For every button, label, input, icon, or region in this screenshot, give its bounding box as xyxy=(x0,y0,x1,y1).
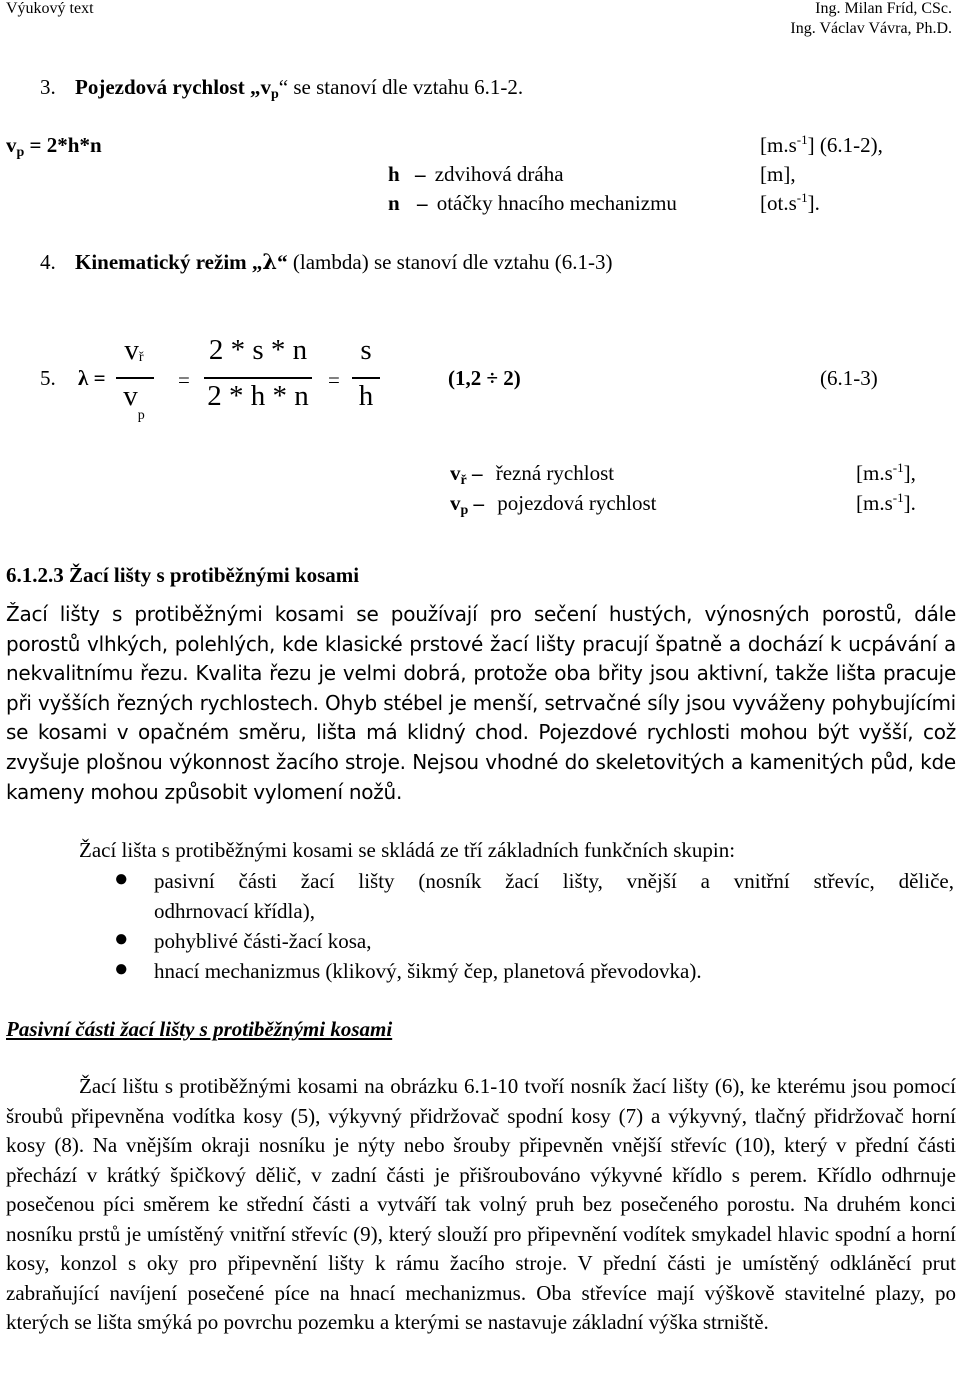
item-4-lambda: λ xyxy=(262,249,278,274)
var-vp xyxy=(450,488,657,518)
var-vp-unit-b: ]. xyxy=(903,491,916,515)
var-vr-symbol: v xyxy=(450,461,461,485)
eq-vp-rhs: = 2*h*n xyxy=(24,133,102,157)
frac3-line xyxy=(352,377,380,379)
def-h xyxy=(388,159,564,189)
bullet-icon: ● xyxy=(114,926,129,952)
frac2-line xyxy=(204,377,312,379)
def-n-symbol: n xyxy=(388,191,400,215)
item-3-lead: Pojezdová rychlost „v xyxy=(75,75,271,99)
def-n-dash: – xyxy=(416,191,428,215)
var-vp-desc: pojezdová rychlost xyxy=(497,491,657,515)
frac2-denominator: 2 * h * n xyxy=(207,380,309,412)
var-vr-desc: řezná rychlost xyxy=(495,461,615,485)
eq-vp-unit-a: [m.s xyxy=(760,133,797,157)
def-n-desc: otáčky hnacího mechanizmu xyxy=(436,191,677,215)
def-h-dash: – xyxy=(414,162,426,186)
frac1-num-sub: ř xyxy=(138,350,144,365)
formula-range: (1,2 ÷ 2) xyxy=(448,366,521,390)
formula-lambda-lhs: λ = xyxy=(78,366,106,390)
def-n xyxy=(388,188,677,218)
list-intro: Žací lišta s protiběžnými kosami se skládá ze tří základních funkčních skupin: xyxy=(79,838,736,862)
var-vr-unit-a: [m.s xyxy=(856,461,893,485)
frac3-numerator: s xyxy=(360,334,372,366)
frac3-denominator: h xyxy=(358,380,374,412)
item-3-number: 3. xyxy=(40,75,56,99)
paragraph-intro: Žací lišty s protiběžnými kosami se používají pro sečení hustých, výnosných porostů, dále porostů vlhkých, polehlých, kde klasické prstové žací lišty pracují špatně a dochází k ucpávání a nekvalitnímu řezu. Kvalita řezu je velmi dobrá, protože oba břity jsou aktivní, takže lišta pracuje při vyšších řezných rychlostech. Ohyb stébel je menší, setrvačné síly jsou vyváženy pohybujícími se kosami v opačném směru, lišta má klidný chod. Pojezdové rychlosti mohou být vyšší, což zvyšuje plošnou výkonnost žacího stroje. Nejsou vhodné do skeletovitých a kamenitých půd, kde kameny mohou způsobit vylomení nožů. xyxy=(6,602,956,804)
eq-vp-sub: p xyxy=(16,145,25,160)
paragraph-passive-parts: Žací lištu s protiběžnými kosami na obrázku 6.1-10 tvoří nosník žací lišty (6), ke kterému jsou pomocí šroubů připevněna vodítka kosy (5), výkyvný přidržovač spodní kosy (7) a výkyvný, tlačný přidržovač horní kosy (8). Na vnějším okraji nosníku je nýty nebo šrouby připevněn vnější střevíc (10), který v přední části přechází v krátký špičkový dělič, v zadní části je přišroubováno výkyvné křídlo s perem. Křídlo odhrnuje posečenou píci směrem ke střední části a vytváří tak volný pruh bez posečeného porostu. Na druhém konci nosníku prstů je umístěný vnitřní střevíc (9), který slouží pro připevnění vodítek smykadel hlavic spodní a horní kosy, konzol s oky pro připevnění lišty k rámu žacího stroje. V přední části je umístěný odkláněcí prut zabraňující navíjení posečené píce na hnací mechanizmus. Oba střevíce mají výškově stavitelné plazy, po kterých se lišta smýká po povrchu pozemku a kterými se nastavuje základní výška strniště. xyxy=(6,1074,956,1334)
item-4-rest: (lambda) se stanoví dle vztahu (6.1-3) xyxy=(292,250,613,274)
header-author-1: Ing. Milan Fríd, CSc. xyxy=(815,0,952,17)
frac1-den-sub: p xyxy=(137,408,145,423)
list-item-1: pasivní části žací lišty (nosník žací lišty, vnější a vnitřní střevíc, děliče, xyxy=(154,869,954,893)
var-vp-unit-sup: -1 xyxy=(892,490,904,505)
formula-eq-b: = xyxy=(328,368,340,392)
frac1-line xyxy=(116,377,154,379)
var-vp-unit xyxy=(856,488,916,518)
frac1-numerator xyxy=(114,334,154,367)
var-vp-unit-a: [m.s xyxy=(856,491,893,515)
eq-vp-unit xyxy=(760,130,883,160)
eq-vp-unit-sup: -1 xyxy=(796,132,808,147)
frac1-num-v: v xyxy=(124,334,139,366)
var-vr-unit xyxy=(856,458,916,488)
header-author-2: Ing. Václav Vávra, Ph.D. xyxy=(790,20,952,37)
frac2-numerator: 2 * s * n xyxy=(208,334,308,366)
var-vp-dash: – xyxy=(473,491,485,515)
var-vr-sub: ř xyxy=(460,473,467,488)
def-h-desc: zdvihová dráha xyxy=(434,162,564,186)
item-3 xyxy=(40,72,523,102)
var-vp-symbol: v xyxy=(450,491,461,515)
def-n-unit-a: [ot.s xyxy=(760,191,797,215)
def-n-unit-sup: -1 xyxy=(796,190,808,205)
frac1-denominator xyxy=(114,380,154,423)
var-vp-sub: p xyxy=(460,503,469,518)
list-item-3: hnací mechanizmus (klikový, šikmý čep, planetová převodovka). xyxy=(154,959,702,983)
frac1-den-v: v xyxy=(123,380,138,412)
item-5-number: 5. xyxy=(40,366,56,390)
bullet-icon: ● xyxy=(114,866,129,892)
item-4-number: 4. xyxy=(40,250,56,274)
var-vr-unit-b: ], xyxy=(903,461,916,485)
def-h-unit: [m], xyxy=(760,162,796,186)
section-heading: 6.1.2.3 Žací lišty s protiběžnými kosami xyxy=(6,563,360,587)
item-3-sub: p xyxy=(270,87,279,102)
def-h-symbol: h xyxy=(388,162,400,186)
eq-vp xyxy=(6,130,102,160)
def-n-unit xyxy=(760,188,820,218)
list-item-1-cont: odhrnovací křídla), xyxy=(154,899,315,923)
def-n-unit-b: ]. xyxy=(807,191,820,215)
var-vr-unit-sup: -1 xyxy=(892,460,904,475)
eq-vp-unit-b: ] (6.1-2), xyxy=(807,133,883,157)
item-4 xyxy=(40,247,612,277)
eq-vp-v: v xyxy=(6,133,17,157)
subheading-passive-parts: Pasivní části žací lišty s protiběžnými kosami xyxy=(6,1017,393,1041)
formula-eq-a: = xyxy=(178,368,190,392)
var-vr-dash: – xyxy=(471,461,483,485)
item-4-quote: “ xyxy=(277,250,288,274)
list-item-2: pohyblivé části-žací kosa, xyxy=(154,929,372,953)
bullet-icon: ● xyxy=(114,956,129,982)
item-4-lead: Kinematický režim „ xyxy=(75,250,263,274)
header-left: Výukový text xyxy=(6,0,94,17)
item-3-tail: “ se stanoví dle vztahu 6.1-2. xyxy=(278,75,524,99)
formula-ref: (6.1-3) xyxy=(820,366,878,390)
var-vr xyxy=(450,458,614,488)
